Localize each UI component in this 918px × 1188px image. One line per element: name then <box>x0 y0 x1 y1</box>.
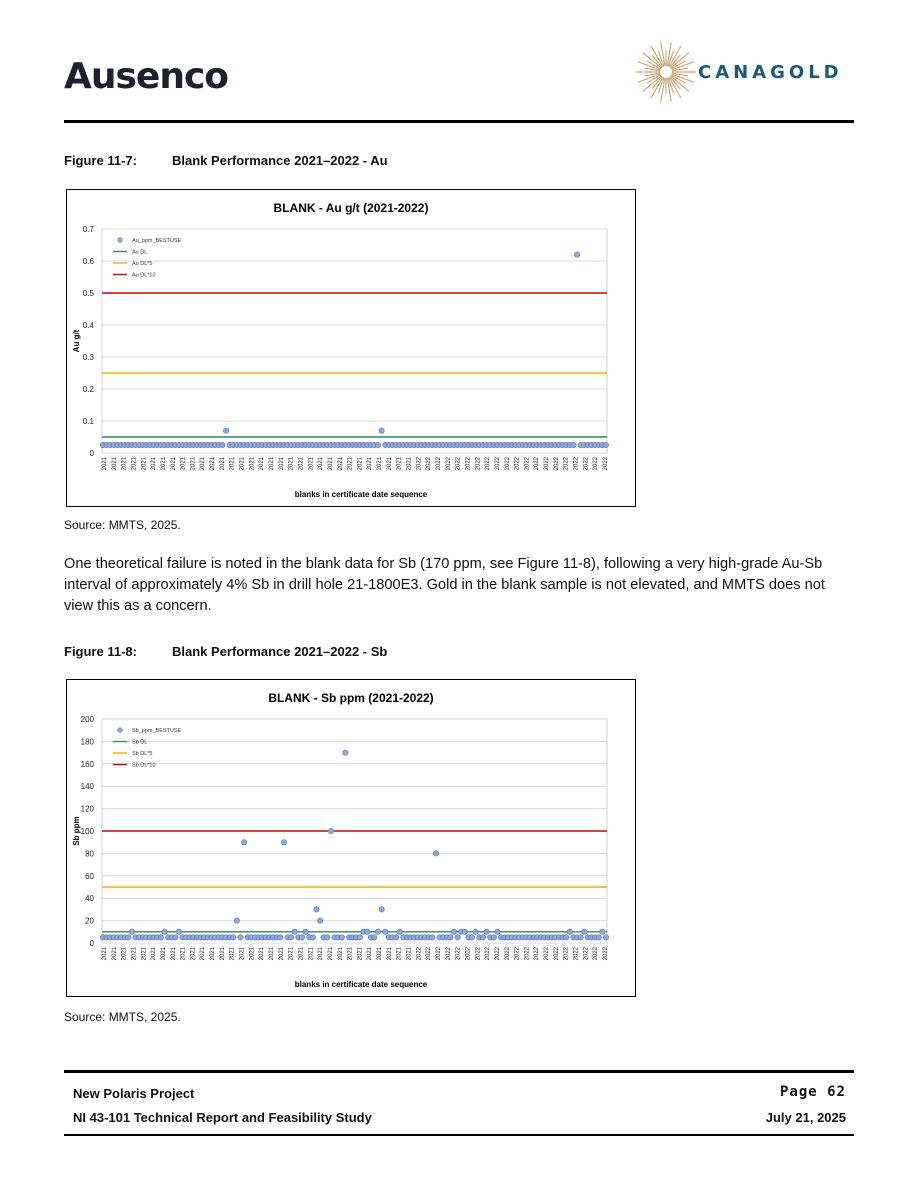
x-tick-label: 2021 <box>160 947 167 961</box>
x-tick-label: 2022 <box>426 457 433 471</box>
x-tick-label: 2021 <box>337 457 344 471</box>
x-tick-label: 2021 <box>229 947 236 961</box>
x-tick-label: 2021 <box>298 947 305 961</box>
legend-label: Au DL*5 <box>132 261 153 267</box>
y-tick-label: 0.2 <box>82 385 94 394</box>
legend-label: Au DL <box>132 249 148 256</box>
data-point <box>173 935 178 940</box>
x-tick-label: 2021 <box>151 947 158 961</box>
x-tick-label: 2022 <box>416 947 423 961</box>
data-point <box>372 935 377 940</box>
y-tick-label: 140 <box>80 782 94 792</box>
x-tick-label: 2021 <box>239 457 246 471</box>
data-point <box>430 935 435 940</box>
legend-label: Sb DL*5 <box>132 751 153 757</box>
x-tick-label: 2021 <box>347 457 354 471</box>
data-point <box>241 840 246 845</box>
x-tick-label: 2021 <box>141 947 148 961</box>
data-point <box>448 935 453 940</box>
x-tick-label: 2021 <box>111 457 118 471</box>
x-tick-label: 2021 <box>269 457 275 471</box>
x-tick-label: 2021 <box>318 457 325 471</box>
x-tick-label: 2022 <box>583 947 590 961</box>
x-tick-label: 2021 <box>269 947 275 961</box>
footer-divider-top <box>64 1070 854 1073</box>
data-point <box>603 935 608 940</box>
data-point <box>469 935 474 940</box>
data-point <box>364 929 369 934</box>
x-tick-label: 2021 <box>259 947 266 961</box>
x-tick-label: 2022 <box>445 947 452 961</box>
chart-title: BLANK - Sb ppm (2021-2022) <box>268 691 434 705</box>
x-tick-label: 2021 <box>190 947 197 961</box>
data-point <box>299 935 304 940</box>
data-point <box>343 750 348 755</box>
data-point <box>393 935 398 940</box>
x-tick-label: 2021 <box>210 947 217 961</box>
data-point <box>126 935 131 940</box>
x-tick-label: 2022 <box>573 947 580 961</box>
legend-marker <box>118 238 123 243</box>
y-tick-label: 0.4 <box>82 321 94 330</box>
x-tick-label: 2021 <box>396 457 403 471</box>
x-tick-label: 2021 <box>327 457 334 471</box>
x-tick-label: 2021 <box>367 457 374 471</box>
x-tick-label: 2022 <box>494 457 501 471</box>
data-point <box>281 840 286 845</box>
data-point <box>567 929 572 934</box>
x-tick-label: 2021 <box>327 947 334 961</box>
x-tick-label: 2021 <box>180 947 187 961</box>
x-tick-label: 2022 <box>583 457 590 471</box>
figure-caption-sb <box>64 644 387 659</box>
x-tick-label: 2021 <box>102 947 108 961</box>
x-tick-label: 2022 <box>416 457 423 471</box>
data-point <box>484 929 489 934</box>
x-tick-label: 2022 <box>455 457 462 471</box>
data-point <box>578 935 583 940</box>
data-point <box>328 828 333 833</box>
x-tick-label: 2021 <box>386 457 393 471</box>
y-tick-label: 0.6 <box>82 257 94 266</box>
x-tick-label: 2021 <box>190 457 197 471</box>
x-tick-label: 2021 <box>229 457 236 471</box>
data-point <box>473 929 478 934</box>
footer-date: July 21, 2025 <box>765 1110 846 1125</box>
legend-label: Sb_ppm_BESTUSE <box>132 728 182 734</box>
x-tick-label: 2022 <box>593 947 600 961</box>
x-tick-label: 2022 <box>553 457 560 471</box>
y-tick-label: 100 <box>80 827 94 836</box>
x-tick-label: 2021 <box>219 947 226 961</box>
x-tick-label: 2022 <box>494 947 501 961</box>
x-tick-label: 2021 <box>170 947 177 961</box>
x-tick-label: 2021 <box>200 457 207 471</box>
x-tick-label: 2021 <box>121 947 128 961</box>
data-point <box>433 851 438 856</box>
x-tick-label: 2021 <box>151 457 158 471</box>
figure-title: Blank Performance 2021–2022 - Sb <box>172 644 388 659</box>
y-axis-label: Au g/t <box>72 329 81 353</box>
x-tick-label: 2021 <box>396 947 403 961</box>
y-tick-label: 80 <box>85 849 94 859</box>
x-tick-label: 2021 <box>131 947 138 961</box>
legend-label: Au_ppm_BESTUSE <box>132 238 182 244</box>
x-tick-label: 2021 <box>318 947 325 961</box>
canagold-logo <box>634 40 854 104</box>
x-tick-label: 2022 <box>455 947 462 961</box>
x-tick-label: 2021 <box>377 457 384 471</box>
x-tick-label: 2021 <box>141 457 148 471</box>
footer-report: NI 43-101 Technical Report and Feasibility Study <box>73 1110 372 1125</box>
data-point <box>223 428 228 433</box>
x-tick-label: 2021 <box>367 947 374 961</box>
x-tick-label: 2022 <box>514 457 521 471</box>
x-axis-label: blanks in certificate date sequence <box>294 980 428 989</box>
data-point <box>288 935 293 940</box>
y-tick-label: 0 <box>89 449 94 458</box>
data-point <box>495 929 500 934</box>
x-tick-label: 2021 <box>249 947 256 961</box>
x-tick-label: 2021 <box>102 457 108 471</box>
x-tick-label: 2021 <box>210 457 217 471</box>
data-point <box>158 935 163 940</box>
x-tick-label: 2022 <box>544 457 551 471</box>
y-tick-label: 0.7 <box>82 225 94 234</box>
sunburst-icon <box>634 40 698 104</box>
x-tick-label: 2022 <box>563 947 570 961</box>
y-tick-label: 60 <box>85 871 94 881</box>
y-tick-label: 180 <box>80 737 94 747</box>
x-axis-label: blanks in certificate date sequence <box>294 490 428 499</box>
x-tick-label: 2022 <box>436 947 442 961</box>
data-point <box>574 252 579 257</box>
x-tick-label: 2022 <box>504 457 511 471</box>
chart-au-svg <box>67 190 635 506</box>
data-point <box>379 428 384 433</box>
chart-title: BLANK - Au g/t (2021-2022) <box>273 201 429 215</box>
x-tick-label: 2021 <box>259 457 266 471</box>
x-tick-label: 2021 <box>278 457 285 471</box>
data-point <box>234 918 239 923</box>
x-tick-label: 2022 <box>534 457 541 471</box>
data-point <box>480 935 485 940</box>
x-tick-label: 2022 <box>603 947 609 961</box>
data-point <box>357 935 362 940</box>
x-tick-label: 2021 <box>357 947 364 961</box>
legend-marker <box>118 728 123 733</box>
x-tick-label: 2022 <box>485 457 492 471</box>
data-point <box>176 929 181 934</box>
figure-number: Figure 11-7: <box>64 153 137 168</box>
data-point <box>397 929 402 934</box>
x-tick-label: 2021 <box>386 947 393 961</box>
x-tick-label: 2022 <box>553 947 560 961</box>
x-tick-label: 2022 <box>426 947 433 961</box>
x-tick-label: 2021 <box>288 947 295 961</box>
x-tick-label: 2022 <box>465 947 472 961</box>
x-tick-label: 2022 <box>465 457 472 471</box>
x-tick-label: 2021 <box>406 947 413 961</box>
x-tick-label: 2022 <box>514 947 521 961</box>
x-tick-label: 2021 <box>121 457 128 471</box>
x-tick-label: 2022 <box>524 457 531 471</box>
x-tick-label: 2021 <box>298 457 305 471</box>
data-point <box>603 442 608 447</box>
y-tick-label: 200 <box>80 715 94 724</box>
y-tick-label: 0 <box>89 939 94 948</box>
x-tick-label: 2022 <box>603 457 609 471</box>
figure-number: Figure 11-8: <box>64 644 137 659</box>
data-point <box>314 907 319 912</box>
data-point <box>375 929 380 934</box>
header-divider <box>64 120 854 123</box>
footer-project: New Polaris Project <box>73 1086 195 1101</box>
x-tick-label: 2021 <box>288 457 295 471</box>
x-tick-label: 2021 <box>377 947 384 961</box>
x-tick-label: 2022 <box>485 947 492 961</box>
data-point <box>582 929 587 934</box>
data-point <box>455 935 460 940</box>
x-tick-label: 2021 <box>249 457 256 471</box>
figure-caption-au <box>64 153 388 168</box>
x-tick-label: 2022 <box>436 457 442 471</box>
x-tick-label: 2022 <box>573 457 580 471</box>
y-tick-label: 20 <box>85 916 94 926</box>
data-point <box>571 442 576 447</box>
x-tick-label: 2021 <box>308 947 315 961</box>
x-tick-label: 2021 <box>180 457 187 471</box>
x-tick-label: 2021 <box>239 947 246 961</box>
data-point <box>129 929 134 934</box>
x-tick-label: 2022 <box>563 457 570 471</box>
x-tick-label: 2021 <box>357 457 364 471</box>
x-tick-label: 2022 <box>534 947 541 961</box>
x-tick-label: 2021 <box>219 457 226 471</box>
x-tick-label: 2021 <box>131 457 138 471</box>
x-tick-label: 2021 <box>308 457 315 471</box>
y-axis-label: Sb ppm <box>72 816 81 846</box>
x-tick-label: 2022 <box>504 947 511 961</box>
x-tick-label: 2021 <box>337 947 344 961</box>
plot-area <box>102 229 607 453</box>
body-paragraph: One theoretical failure is noted in the blank data for Sb (170 ppm, see Figure 11-8), following a very high-grade Au-Sb interval of approximately 4% Sb in drill hole 21-1800E3. Gold in the blank sample is not elevated, and MMTS does not view this as a concern. <box>64 556 825 614</box>
x-tick-label: 2022 <box>475 947 482 961</box>
ausenco-logo: Ausenco <box>64 56 229 97</box>
x-tick-label: 2021 <box>200 947 207 961</box>
chart-sb <box>66 679 636 997</box>
x-tick-label: 2021 <box>406 457 413 471</box>
figure-title: Blank Performance 2021–2022 - Au <box>172 153 388 168</box>
data-point <box>451 929 456 934</box>
data-point <box>325 935 330 940</box>
data-point <box>596 935 601 940</box>
data-point <box>231 935 236 940</box>
data-point <box>162 929 167 934</box>
legend-label: Au DL*10 <box>132 272 156 279</box>
y-tick-label: 40 <box>85 894 94 904</box>
legend-label: Sb DL <box>132 739 148 746</box>
x-tick-label: 2021 <box>347 947 354 961</box>
data-point <box>278 935 283 940</box>
y-tick-label: 120 <box>80 804 94 814</box>
chart-sb-svg <box>67 680 635 996</box>
x-tick-label: 2022 <box>475 457 482 471</box>
x-tick-label: 2022 <box>445 457 452 471</box>
data-point <box>317 918 322 923</box>
y-tick-label: 0.5 <box>82 289 94 298</box>
legend-label: Sb DL*10 <box>132 762 156 769</box>
y-tick-label: 0.1 <box>82 417 94 426</box>
figure-source-au: Source: MMTS, 2025. <box>64 518 181 532</box>
data-point <box>303 929 308 934</box>
figure-source-sb: Source: MMTS, 2025. <box>64 1010 181 1024</box>
data-point <box>600 929 605 934</box>
chart-au <box>66 189 636 507</box>
data-point <box>379 907 384 912</box>
data-point <box>292 929 297 934</box>
data-point <box>462 929 467 934</box>
footer-page-number: Page 62 <box>779 1084 846 1100</box>
data-point <box>375 442 380 447</box>
x-tick-label: 2021 <box>278 947 285 961</box>
data-point <box>220 442 225 447</box>
x-tick-label: 2022 <box>544 947 551 961</box>
data-point <box>310 935 315 940</box>
data-point <box>238 935 243 940</box>
x-tick-label: 2021 <box>170 457 177 471</box>
y-tick-label: 160 <box>80 759 94 769</box>
x-tick-label: 2022 <box>593 457 600 471</box>
data-point <box>339 935 344 940</box>
data-point <box>563 935 568 940</box>
footer-divider-bottom <box>64 1134 854 1136</box>
x-tick-label: 2022 <box>524 947 531 961</box>
data-point <box>383 929 388 934</box>
x-tick-label: 2021 <box>111 947 118 961</box>
x-tick-label: 2021 <box>160 457 167 471</box>
canagold-wordmark: CANAGOLD <box>698 62 843 83</box>
data-point <box>491 935 496 940</box>
y-tick-label: 0.3 <box>82 353 94 362</box>
